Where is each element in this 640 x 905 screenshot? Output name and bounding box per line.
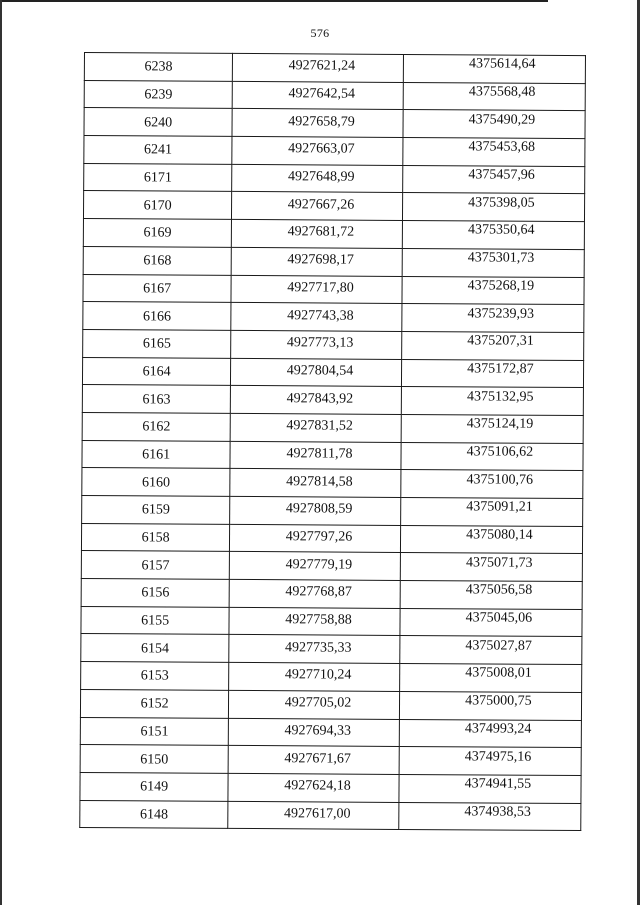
coordinate-y-value: 4375350,64 <box>467 222 535 239</box>
coordinate-x-cell <box>229 607 400 636</box>
table-row <box>81 606 582 637</box>
coordinate-y-value: 4375000,75 <box>465 693 532 709</box>
coordinate-x-value: 4927831,52 <box>286 418 353 434</box>
point-number-value: 6148 <box>139 807 169 823</box>
coordinate-y-value: 4375008,01 <box>465 665 532 682</box>
coordinate-y-value: 4375106,62 <box>466 444 534 460</box>
coordinate-x-cell <box>230 469 401 498</box>
page-top-edge <box>0 0 548 2</box>
coordinate-x-value: 4927773,13 <box>286 335 354 351</box>
point-number-value: 6164 <box>142 364 171 380</box>
point-number-cell <box>82 495 230 524</box>
coordinate-x-cell <box>230 496 401 525</box>
coordinate-y-value: 4375080,14 <box>466 527 533 543</box>
table-row <box>83 274 584 305</box>
coordinate-x-value: 4927648,99 <box>287 169 355 185</box>
coordinate-x-value: 4927694,33 <box>284 723 352 739</box>
coordinate-x-cell <box>230 524 401 553</box>
coordinate-y-cell <box>400 497 583 526</box>
coordinate-x-value: 4927717,80 <box>287 280 354 296</box>
coordinate-y-value: 4375239,93 <box>467 305 535 322</box>
coordinate-y-cell <box>402 248 585 277</box>
coordinate-y-value: 4375071,73 <box>465 555 533 571</box>
table-row <box>83 246 584 277</box>
coordinate-x-value: 4927617,00 <box>284 806 351 822</box>
point-number-cell <box>81 662 229 691</box>
coordinate-x-value: 4927768,87 <box>285 584 352 601</box>
coordinate-y-cell <box>400 470 583 499</box>
coordinate-x-value: 4927621,24 <box>288 58 356 75</box>
coordinate-y-value: 4375091,21 <box>466 499 533 516</box>
table-row <box>83 219 584 250</box>
coordinate-x-value: 4927735,33 <box>285 640 352 656</box>
table-row <box>84 108 585 139</box>
point-number-cell <box>83 219 231 248</box>
point-number-value: 6170 <box>143 198 172 214</box>
point-number-cell <box>80 745 228 774</box>
table-row <box>83 302 584 333</box>
point-number-value: 6240 <box>144 115 173 131</box>
coordinate-y-cell <box>398 802 581 831</box>
coordinate-x-value: 4927804,54 <box>286 363 354 379</box>
coordinate-y-cell <box>401 304 584 333</box>
page-left-edge <box>0 0 2 905</box>
coordinate-x-value: 4927808,59 <box>285 501 353 517</box>
coordinate-y-cell <box>399 636 582 665</box>
coordinate-y-value: 4375027,87 <box>465 638 533 654</box>
coordinate-x-cell <box>232 220 403 249</box>
point-number-cell <box>80 800 228 829</box>
coordinate-y-cell <box>401 331 584 360</box>
coordinate-x-cell <box>231 303 402 332</box>
coordinate-x-value: 4927624,18 <box>284 778 351 794</box>
table-row <box>82 357 583 388</box>
table-row <box>82 412 583 443</box>
coordinate-x-cell <box>229 690 400 719</box>
point-number-value: 6241 <box>143 142 173 158</box>
coordinate-x-cell <box>228 801 399 830</box>
coordinate-x-value: 4927705,02 <box>284 695 352 711</box>
point-number-cell <box>82 357 230 386</box>
table-row <box>82 385 583 416</box>
point-number-cell <box>81 606 229 635</box>
table-row <box>83 191 584 222</box>
coordinate-x-cell <box>228 773 399 802</box>
coordinate-y-cell <box>400 553 583 582</box>
table-row <box>80 800 581 831</box>
point-number-cell <box>80 689 228 718</box>
point-number-value: 6152 <box>140 696 169 712</box>
coordinate-y-value: 4374941,55 <box>464 776 532 792</box>
point-number-cell <box>81 634 229 663</box>
point-number-value: 6156 <box>141 585 170 601</box>
coordinate-y-cell <box>401 359 584 388</box>
point-number-value: 6238 <box>144 59 173 75</box>
coordinate-x-value: 4927642,54 <box>288 86 356 102</box>
coordinate-x-cell <box>233 53 404 82</box>
coordinate-y-value: 4375453,68 <box>468 139 536 156</box>
table-row <box>84 80 585 111</box>
coordinate-y-value: 4375268,19 <box>467 278 535 294</box>
coordinate-x-cell <box>229 663 400 692</box>
point-number-cell <box>84 53 232 82</box>
table-row <box>84 163 585 194</box>
coordinate-x-value: 4927710,24 <box>284 667 352 684</box>
point-number-cell <box>80 772 228 801</box>
coordinate-x-cell <box>228 746 399 775</box>
point-number-cell <box>81 523 229 552</box>
point-number-value: 6171 <box>143 170 172 186</box>
coordinate-x-value: 4927758,88 <box>285 612 352 628</box>
coordinate-y-value: 4375301,73 <box>467 250 535 266</box>
coordinate-y-value: 4375045,06 <box>465 610 533 626</box>
coordinate-y-value: 4375207,31 <box>467 333 534 349</box>
table-row <box>81 579 582 610</box>
coordinate-x-cell <box>232 192 403 221</box>
table-row <box>81 662 582 693</box>
point-number-cell <box>80 717 228 746</box>
coordinate-x-cell <box>229 635 400 664</box>
coordinate-y-cell <box>401 414 584 443</box>
point-number-value: 6149 <box>140 779 169 795</box>
coordinate-y-value: 4375056,58 <box>465 582 533 599</box>
point-number-value: 6167 <box>143 281 172 297</box>
coordinate-y-value: 4375614,64 <box>468 56 536 73</box>
point-number-value: 6153 <box>140 668 169 684</box>
table-row <box>81 523 582 554</box>
table-row <box>80 772 581 803</box>
table-row <box>81 551 582 582</box>
coordinate-x-cell <box>231 330 402 359</box>
coordinate-x-cell <box>231 358 402 387</box>
point-number-value: 6160 <box>141 475 171 491</box>
coordinate-x-cell <box>231 386 402 415</box>
coordinate-x-cell <box>232 164 403 193</box>
table-row <box>82 495 583 526</box>
coordinate-y-value: 4375490,29 <box>468 112 536 128</box>
coordinate-y-cell <box>401 387 584 416</box>
point-number-value: 6159 <box>141 502 170 518</box>
page-number: 576 <box>310 26 330 40</box>
table-row <box>81 634 582 665</box>
coordinate-x-value: 4927843,92 <box>286 390 354 407</box>
coordinate-x-cell <box>231 275 402 304</box>
point-number-cell <box>84 80 232 109</box>
coordinate-y-cell <box>403 82 586 111</box>
coordinate-y-cell <box>402 193 585 222</box>
coordinate-y-cell <box>403 54 586 83</box>
coordinates-table <box>79 52 586 831</box>
coordinate-y-cell <box>402 221 585 250</box>
point-number-cell <box>82 412 230 441</box>
point-number-value: 6169 <box>143 225 172 242</box>
coordinate-y-value: 4374975,16 <box>464 748 532 765</box>
coordinate-y-cell <box>403 110 586 139</box>
table-row <box>84 53 585 84</box>
table-row <box>80 745 581 776</box>
coordinate-x-value: 4927743,38 <box>287 307 354 324</box>
coordinate-x-value: 4927797,26 <box>285 529 353 545</box>
table-row <box>84 136 585 167</box>
table-row <box>82 440 583 471</box>
point-number-value: 6161 <box>142 447 171 463</box>
point-number-value: 6150 <box>140 751 169 768</box>
table-row <box>82 468 583 499</box>
coordinate-x-cell <box>230 413 401 442</box>
point-number-cell <box>81 551 229 580</box>
coordinate-x-value: 4927779,19 <box>285 556 353 573</box>
coordinate-y-cell <box>399 719 582 748</box>
point-number-cell <box>82 468 230 497</box>
coordinate-x-value: 4927667,26 <box>287 197 355 213</box>
coordinate-y-cell <box>400 581 583 610</box>
point-number-cell <box>83 274 231 303</box>
coordinate-y-cell <box>399 691 582 720</box>
coordinate-y-value: 4375132,95 <box>466 388 534 405</box>
point-number-value: 6165 <box>142 336 171 352</box>
coordinate-x-value: 4927671,67 <box>284 750 351 767</box>
coordinate-x-value: 4927663,07 <box>288 141 355 158</box>
coordinate-y-cell <box>399 747 582 776</box>
coordinates-table-body <box>80 53 586 831</box>
point-number-value: 6158 <box>141 530 170 546</box>
point-number-value: 6163 <box>142 391 171 408</box>
coordinate-y-cell <box>399 664 582 693</box>
point-number-cell <box>84 108 232 137</box>
coordinate-x-cell <box>230 552 401 581</box>
coordinate-x-value: 4927681,72 <box>287 224 355 241</box>
point-number-value: 6155 <box>141 613 170 629</box>
point-number-cell <box>83 329 231 358</box>
point-number-cell <box>83 302 231 331</box>
coordinate-y-cell <box>402 138 585 167</box>
coordinate-y-value: 4375172,87 <box>467 361 534 377</box>
point-number-value: 6168 <box>143 253 172 269</box>
coordinate-y-cell <box>402 165 585 194</box>
coordinate-x-cell <box>231 247 402 276</box>
point-number-value: 6162 <box>142 419 171 435</box>
table-row <box>80 717 581 748</box>
coordinate-y-value: 4375100,76 <box>466 472 534 488</box>
point-number-cell <box>82 440 230 469</box>
coordinate-y-cell <box>402 276 585 305</box>
point-number-cell <box>83 191 231 220</box>
point-number-cell <box>83 246 231 275</box>
coordinate-x-cell <box>232 109 403 138</box>
table-row <box>83 329 584 360</box>
point-number-cell <box>81 579 229 608</box>
coordinate-y-value: 4375568,48 <box>468 84 536 100</box>
point-number-value: 6157 <box>141 558 170 574</box>
point-number-value: 6239 <box>144 87 173 103</box>
coordinate-x-value: 4927814,58 <box>286 473 353 490</box>
point-number-cell <box>82 385 230 414</box>
point-number-value: 6154 <box>140 641 170 657</box>
coordinate-x-value: 4927811,78 <box>286 446 353 462</box>
point-number-cell <box>84 163 232 192</box>
coordinate-y-value: 4375124,19 <box>466 416 534 433</box>
point-number-value: 6166 <box>142 308 172 325</box>
coordinate-x-value: 4927658,79 <box>288 113 355 130</box>
coordinate-y-cell <box>400 525 583 554</box>
coordinate-x-cell <box>229 718 400 747</box>
coordinate-y-cell <box>400 608 583 637</box>
coordinate-x-value: 4927698,17 <box>287 252 354 268</box>
coordinate-y-value: 4375398,05 <box>468 195 535 211</box>
point-number-cell <box>84 136 232 165</box>
point-number-value: 6151 <box>140 724 169 740</box>
coordinate-x-cell <box>232 81 403 110</box>
coordinate-y-cell <box>401 442 584 471</box>
coordinate-y-value: 4374993,24 <box>464 721 532 737</box>
coordinate-x-cell <box>230 441 401 470</box>
coordinate-x-cell <box>232 136 403 165</box>
coordinate-x-cell <box>229 579 400 608</box>
table-row <box>80 689 581 720</box>
coordinate-y-value: 4374938,53 <box>464 804 531 820</box>
coordinate-y-cell <box>399 774 582 803</box>
coordinate-y-value: 4375457,96 <box>468 167 535 183</box>
